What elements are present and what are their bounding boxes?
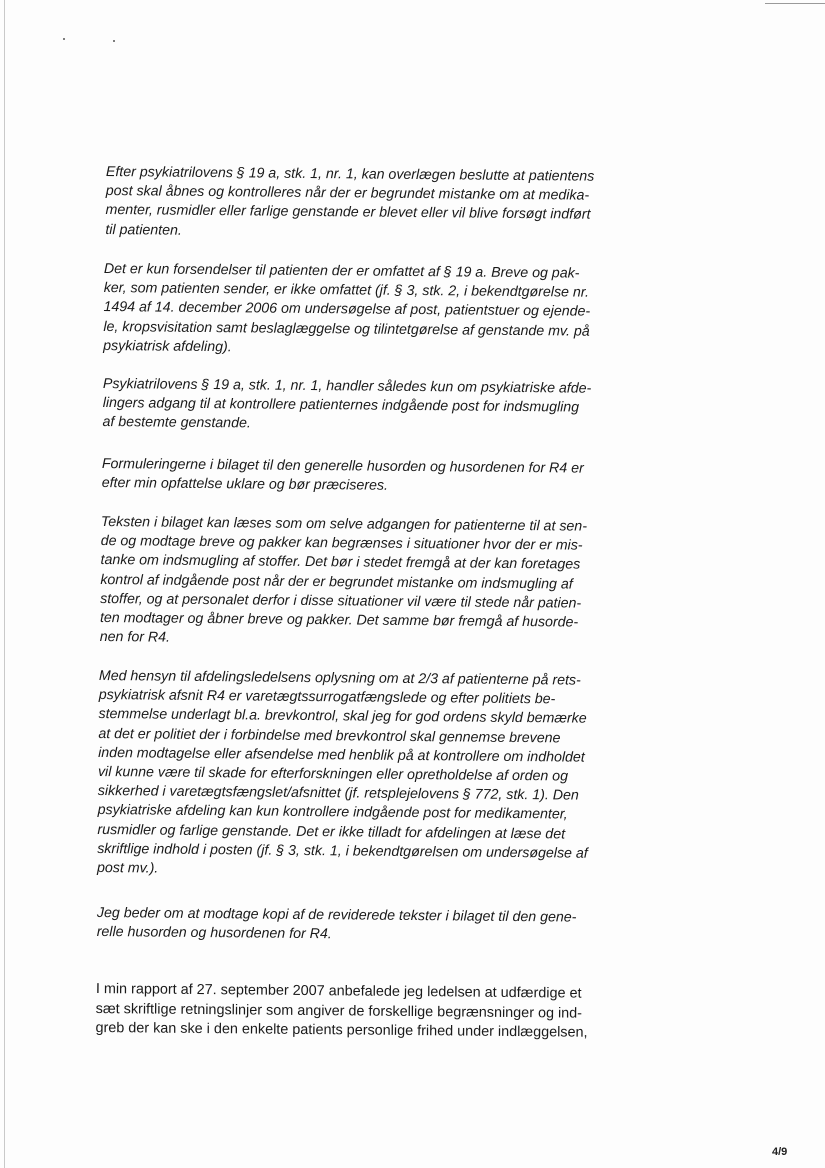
scan-edge-left: [4, 0, 5, 1168]
page-number: 4/9: [772, 1146, 788, 1158]
paragraph-4: Formuleringerne i bilaget til den generelle husorden og husordenen for R4 er efter min opfattelse uklare og bør præciseres.: [101, 455, 584, 494]
paragraph-2: Det er kun forsendelser til patienten der er omfattet af § 19 a. Breve og pak- ker, som patienten sender, er ikke omfattet (jf. § 3, stk. 2, i bekendtgørelse nr. 1494 af 14. december 2006 om undersøgelse af post, patientstuer og ejende- le, kropsvisitation samt beslaglæggelse og tilintetgørelse af genstande mv. på psykiatrisk afdeling).: [103, 260, 591, 356]
paragraph-6: Med hensyn til afdelingsledelsens oplysning om at 2/3 af patienterne på rets- psykiatrisk afsnit R4 er varetægtssurrogatfængslede og efter politiets be- stemmelse underlagt bl.a. brevkontrol, skal jeg for god ordens skyld bemærke at det er politiet der i forbindelse med brevkontrol skal gennemse brevene inden modtagelse eller afsendelse med henblik på at kontrollere om indholdet vil kunne være til skade for efterforskningen eller opretholdelse af orden og sikkerhed i varetægtsfængslet/afsnittet (jf. retsplejelovens § 772, stk. 1). Den psykiatriske afdeling kan kun kontrollere indgående post for medikamenter, rusmidler og farlige genstande. Det er ikke tilladt for afdelingen at læse det skriftlige indhold i posten (jf. § 3, stk. 1, i bekendtgørelsen om undersøgelse af post mv.).: [96, 667, 588, 877]
paragraph-3: Psykiatrilovens § 19 a, stk. 1, nr. 1, handler således kun om psykiatriske afde- lingers adgang til at kontrollere patienternes indgående post for indsmugling af bestemte genstande.: [102, 375, 592, 432]
paragraph-8: I min rapport af 27. september 2007 anbefalede jeg ledelsen at udfærdige et sæt skriftlige retningslinjer som angiver de forskellige begrænsninger og ind- greb der kan ske i den enkelte patients personlige frihed under indlæggelsen,: [95, 980, 588, 1041]
scan-speck: [113, 40, 115, 42]
scan-speck: [63, 38, 65, 40]
paragraph-5: Teksten i bilaget kan læses som om selve adgangen for patienterne til at sen- de og modtage breve og pakker kan begrænses i situationer hvor der er mis- tanke om indsmugling af stoffer. Det bør i stedet fremgå at der kan foretages kontrol af indgående post når der er begrundet mistanke om indsmugling af stoffer, og at personalet derfor i disse situationer vil være til stede når patien- ten modtager og åbner breve og pakker. Det samme bør fremgå af husorde- nen for R4.: [99, 513, 588, 646]
paragraph-1: Efter psykiatrilovens § 19 a, stk. 1, nr. 1, kan overlægen beslutte at patientens post skal åbnes og kontrolleres når der er begrundet mistanke om at medika- menter, rusmidler eller farlige genstande er blevet eller vil blive forsøgt indført til patienten.: [105, 163, 595, 239]
scan-edge-top: [765, 3, 825, 4]
paragraph-7: Jeg beder om at modtage kopi af de reviderede tekster i bilaget til den gene- relle husorden og husordenen for R4.: [96, 904, 577, 943]
